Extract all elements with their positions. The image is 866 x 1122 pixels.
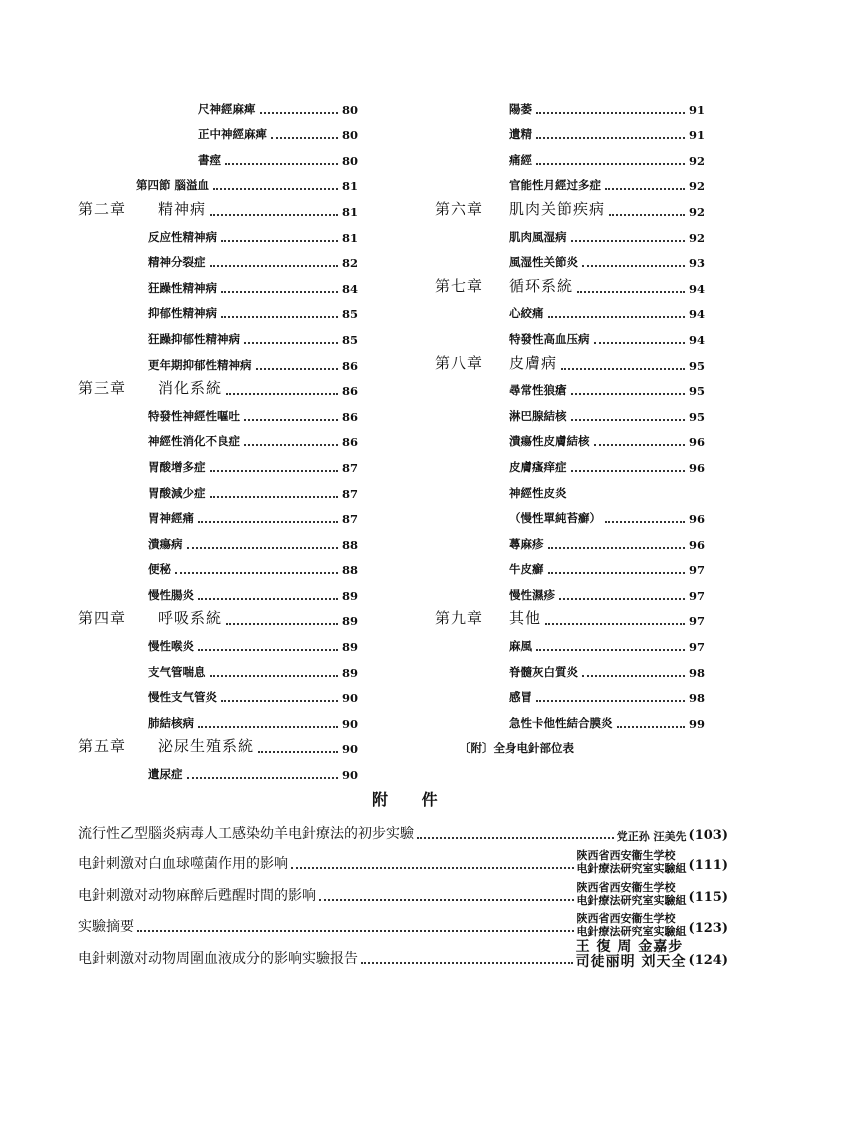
page-number: 94 (688, 307, 705, 322)
entry-title: 皮膚瘙痒症 (509, 459, 567, 474)
toc-entry[interactable] (435, 146, 705, 172)
leader-dots (617, 726, 686, 728)
entry-title: 胃酸減少症 (148, 485, 206, 500)
entry-title: 蕁麻疹 (509, 536, 544, 551)
toc-entry[interactable] (435, 197, 705, 223)
leader-dots (571, 470, 686, 472)
toc-entry[interactable] (78, 197, 358, 223)
leader-dots (594, 444, 686, 446)
appendix-page-number: (111) (688, 858, 728, 873)
page-number: 82 (341, 256, 358, 271)
entry-title: 淋巴腺結核 (509, 408, 567, 423)
toc-entry[interactable] (78, 556, 358, 582)
appendix-title: 电針刺激对白血球噬菌作用的影响 (78, 856, 288, 872)
toc-entry[interactable] (78, 735, 358, 761)
entry-title: 痛經 (509, 152, 532, 167)
entry-title: 慢性支气管炎 (148, 690, 217, 705)
entry-title: 潰瘍病 (148, 536, 183, 551)
toc-right-column (435, 95, 705, 760)
author-line: 陝西省西安衞生学校 (576, 912, 676, 925)
page-number: 92 (688, 179, 705, 194)
appendix-entry[interactable] (78, 845, 728, 877)
entry-title: （慢性單純苔癬） (509, 511, 601, 526)
entry-title: 狂躁抑郁性精神病 (148, 331, 240, 346)
entry-title: 肌肉关節疾病 (509, 199, 606, 218)
page-number: 96 (688, 512, 705, 527)
author-line: 陝西省西安衞生学校 (576, 849, 676, 862)
leader-dots (594, 342, 686, 344)
appendix-entry[interactable] (78, 815, 728, 847)
page-number: 96 (688, 537, 705, 552)
leader-dots (536, 137, 685, 139)
leader-dots (198, 649, 338, 651)
entry-title: 狂躁性精神病 (148, 280, 217, 295)
entry-title: 官能性月經过多症 (509, 178, 601, 193)
chapter-label: 第八章 (435, 353, 484, 372)
page-number: 92 (688, 204, 705, 219)
toc-entry[interactable] (435, 607, 705, 633)
toc-entry[interactable] (435, 709, 705, 735)
leader-dots (221, 316, 338, 318)
leader-dots (198, 598, 338, 600)
page-number: 89 (341, 665, 358, 680)
leader-dots (609, 214, 685, 216)
appendix-page-number: (103) (688, 828, 728, 843)
page-number: 86 (341, 409, 358, 424)
page-number: 86 (341, 384, 358, 399)
page-number: 93 (688, 256, 705, 271)
toc-entry[interactable] (78, 325, 358, 351)
toc-entry[interactable] (78, 95, 358, 121)
leader-dots (319, 899, 574, 901)
entry-title: 慢性腸炎 (148, 587, 194, 602)
page-number: 80 (341, 102, 358, 117)
entry-title: 潰瘍性皮膚結核 (509, 434, 590, 449)
entry-title: 抑郁性精神病 (148, 306, 217, 321)
leader-dots (226, 623, 338, 625)
appendix-title: 实驗摘要 (78, 919, 134, 935)
leader-dots (291, 867, 574, 869)
toc-entry[interactable] (78, 428, 358, 454)
appendix-page-number: (115) (688, 890, 728, 905)
leader-dots (536, 700, 685, 702)
page-number: 84 (341, 281, 358, 296)
chapter-label: 第七章 (435, 276, 484, 295)
leader-dots (210, 265, 339, 267)
entry-title: 肺結核病 (148, 715, 194, 730)
entry-title: 尋常性狼瘡 (509, 383, 567, 398)
leader-dots (187, 777, 339, 779)
appendix-author (576, 940, 687, 970)
toc-entry[interactable] (78, 581, 358, 607)
leader-dots (198, 726, 338, 728)
toc-entry[interactable] (435, 223, 705, 249)
appendix-author (577, 849, 687, 875)
chapter-label: 第二章 (78, 199, 127, 218)
chapter-label: 第五章 (78, 737, 127, 756)
entry-title: 肌肉風湿病 (509, 229, 567, 244)
entry-title: 心絞痛 (509, 306, 544, 321)
toc-entry[interactable] (78, 632, 358, 658)
page-number: 80 (341, 128, 358, 143)
page-number: 88 (341, 537, 358, 552)
entry-title: 便秘 (148, 562, 171, 577)
leader-dots (577, 291, 685, 293)
entry-title: 胃神經痛 (148, 511, 194, 526)
toc-left-column (78, 95, 358, 786)
leader-dots (226, 393, 338, 395)
toc-entry[interactable] (435, 632, 705, 658)
toc-entry[interactable] (435, 428, 705, 454)
author-line: 王 復 周 金嘉步 (575, 939, 684, 955)
page-number: 86 (341, 358, 358, 373)
page-number: 81 (341, 230, 358, 245)
leader-dots (548, 316, 686, 318)
page-number: 95 (688, 358, 705, 373)
entry-title: 慢性濕疹 (509, 587, 555, 602)
leader-dots (210, 496, 339, 498)
entry-title: 〔附〕全身电針部位表 (459, 741, 574, 756)
leader-dots (210, 675, 339, 677)
entry-title: 遺尿症 (148, 767, 183, 782)
entry-title: 慢性喉炎 (148, 639, 194, 654)
toc-entry[interactable] (435, 658, 705, 684)
toc-entry[interactable] (78, 249, 358, 275)
entry-title: 其他 (509, 609, 542, 628)
leader-dots (137, 930, 574, 932)
toc-entry[interactable] (78, 658, 358, 684)
page-number: 91 (688, 128, 705, 143)
entry-title: 陽萎 (509, 101, 532, 116)
toc-entry[interactable] (435, 274, 705, 300)
toc-entry[interactable] (78, 300, 358, 326)
author-line: 党正孙 汪美先 (616, 830, 687, 843)
leader-dots (210, 470, 339, 472)
page-number: 97 (688, 563, 705, 578)
leader-dots (571, 419, 686, 421)
toc-entry[interactable] (78, 172, 358, 198)
entry-title: 急性卡他性結合膜炎 (509, 715, 613, 730)
page-number: 90 (341, 742, 358, 757)
leader-dots (258, 751, 338, 753)
toc-entry[interactable] (435, 479, 705, 505)
appendix-page-number: (124) (688, 953, 728, 968)
leader-dots (213, 188, 338, 190)
leader-dots (536, 112, 685, 114)
page-number: 95 (688, 384, 705, 399)
toc-entry[interactable] (78, 223, 358, 249)
author-line: 陝西省西安衞生学校 (576, 881, 676, 894)
toc-entry[interactable] (78, 709, 358, 735)
entry-title: 呼吸系統 (158, 609, 223, 628)
toc-entry[interactable] (78, 377, 358, 403)
toc-entry[interactable] (435, 300, 705, 326)
page-number: 87 (341, 460, 358, 475)
author-line: 电針療法研究室实驗組 (576, 894, 687, 907)
page-number: 96 (688, 435, 705, 450)
chapter-label: 第三章 (78, 379, 127, 398)
leader-dots (260, 112, 339, 114)
appendix-heading: 附 件 (372, 790, 452, 809)
toc-entry[interactable] (435, 377, 705, 403)
page-number: 91 (688, 102, 705, 117)
entry-title: 風湿性关節炎 (509, 255, 578, 270)
page-number: 81 (341, 204, 358, 219)
toc-entry[interactable] (435, 172, 705, 198)
page-number: 90 (341, 716, 358, 731)
entry-title: 胃酸增多症 (148, 459, 206, 474)
entry-title: 反应性精神病 (148, 229, 217, 244)
page-number: 85 (341, 307, 358, 322)
entry-title: 脊髓灰白質炎 (509, 664, 578, 679)
leader-dots (559, 598, 685, 600)
entry-title: 遺精 (509, 127, 532, 142)
page-number: 90 (341, 691, 358, 706)
leader-dots (571, 240, 686, 242)
appendix-author (577, 912, 687, 938)
entry-title: 書痙 (198, 152, 221, 167)
entry-title: 精神病 (158, 199, 207, 218)
entry-title: 神經性消化不良症 (148, 434, 240, 449)
entry-title: 泌尿生殖系統 (158, 737, 255, 756)
leader-dots (221, 291, 338, 293)
entry-title: 消化系統 (158, 379, 223, 398)
leader-dots (536, 163, 685, 165)
page-number: 89 (341, 588, 358, 603)
leader-dots (221, 240, 338, 242)
toc-entry[interactable] (435, 325, 705, 351)
entry-title: 尺神經麻痺 (198, 101, 256, 116)
page-number: 90 (341, 768, 358, 783)
entry-title: 麻風 (509, 639, 532, 654)
leader-dots (175, 572, 338, 574)
toc-entry[interactable] (435, 121, 705, 147)
leader-dots (210, 214, 338, 216)
entry-title: 特發性高血压病 (509, 331, 590, 346)
leader-dots (271, 137, 338, 139)
page-number: 94 (688, 332, 705, 347)
page-number: 92 (688, 230, 705, 245)
leader-dots (582, 675, 685, 677)
page-number: 99 (688, 716, 705, 731)
toc-entry[interactable] (435, 530, 705, 556)
toc-entry[interactable] (78, 479, 358, 505)
appendix-entry[interactable] (78, 877, 728, 909)
leader-dots (571, 393, 686, 395)
toc-entry[interactable] (78, 684, 358, 710)
entry-title: 循环系統 (509, 276, 574, 295)
entry-title: 皮膚病 (509, 353, 558, 372)
leader-dots (561, 368, 685, 370)
toc-entry[interactable] (435, 556, 705, 582)
toc-entry[interactable] (78, 351, 358, 377)
appendix-title: 流行性乙型腦炎病毒人工感染幼羊电針療法的初步实驗 (78, 826, 414, 842)
toc-entry[interactable] (435, 684, 705, 710)
appendix-author (577, 881, 687, 907)
toc-entry[interactable] (435, 402, 705, 428)
toc-entry[interactable] (78, 146, 358, 172)
entry-title: 精神分裂症 (148, 255, 206, 270)
entry-title: 牛皮癬 (509, 562, 544, 577)
leader-dots (417, 837, 614, 839)
leader-dots (605, 188, 685, 190)
page-number: 85 (341, 332, 358, 347)
page-number: 88 (341, 563, 358, 578)
page-number: 94 (688, 281, 705, 296)
toc-entry[interactable] (435, 505, 705, 531)
page-number: 87 (341, 486, 358, 501)
toc-entry[interactable] (435, 735, 705, 761)
appendix-author (617, 830, 687, 843)
entry-title: 更年期抑郁性精神病 (148, 357, 252, 372)
entry-title: 正中神經麻痺 (198, 127, 267, 142)
page-number: 97 (688, 588, 705, 603)
leader-dots (548, 547, 686, 549)
toc-entry[interactable] (78, 453, 358, 479)
page-number: 81 (341, 179, 358, 194)
toc-entry[interactable] (435, 351, 705, 377)
entry-title: 第四節 腦溢血 (136, 178, 210, 193)
page-number: 95 (688, 409, 705, 424)
toc-entry[interactable] (78, 121, 358, 147)
toc-entry[interactable] (435, 581, 705, 607)
appendix-page-number: (123) (688, 921, 728, 936)
chapter-label: 第九章 (435, 609, 484, 628)
leader-dots (244, 342, 338, 344)
leader-dots (548, 572, 686, 574)
page-number: 89 (341, 614, 358, 629)
appendix-entry[interactable] (78, 940, 728, 972)
appendix-title: 电針刺激对动物周圍血液成分的影响实驗报告 (78, 951, 358, 967)
author-line: 司徒丽明 刘天全 (575, 954, 687, 970)
appendix-title: 电針刺激对动物麻醉后甦醒时間的影响 (78, 888, 316, 904)
page-number: 98 (688, 665, 705, 680)
page-number: 97 (688, 614, 705, 629)
toc-entry[interactable] (78, 505, 358, 531)
page-number: 86 (341, 435, 358, 450)
leader-dots (256, 368, 339, 370)
toc-entry[interactable] (435, 453, 705, 479)
toc-entry[interactable] (78, 760, 358, 786)
toc-entry[interactable] (435, 249, 705, 275)
entry-title: 感冒 (509, 690, 532, 705)
leader-dots (545, 623, 685, 625)
leader-dots (361, 962, 573, 964)
appendix-entry[interactable] (78, 908, 728, 940)
entry-title: 支气管喘息 (148, 664, 206, 679)
author-line: 电針療法研究室实驗組 (576, 862, 687, 875)
page-number: 87 (341, 512, 358, 527)
page-number: 97 (688, 640, 705, 655)
leader-dots (198, 521, 338, 523)
leader-dots (225, 163, 338, 165)
toc-entry[interactable] (78, 607, 358, 633)
page-number: 80 (341, 153, 358, 168)
leader-dots (605, 521, 685, 523)
leader-dots (244, 419, 338, 421)
toc-entry[interactable] (78, 274, 358, 300)
leader-dots (536, 649, 685, 651)
toc-entry[interactable] (435, 95, 705, 121)
toc-entry[interactable] (78, 402, 358, 428)
page-number: 98 (688, 691, 705, 706)
chapter-label: 第四章 (78, 609, 127, 628)
leader-dots (221, 700, 338, 702)
page-number: 92 (688, 153, 705, 168)
leader-dots (244, 444, 338, 446)
entry-title: 神經性皮炎 (509, 485, 567, 500)
leader-dots (582, 265, 685, 267)
entry-title: 特發性神經性嘔吐 (148, 408, 240, 423)
chapter-label: 第六章 (435, 199, 484, 218)
page-number: 89 (341, 640, 358, 655)
page-number: 96 (688, 460, 705, 475)
toc-entry[interactable] (78, 530, 358, 556)
author-line: 电針療法研究室实驗組 (576, 925, 687, 938)
leader-dots (187, 547, 339, 549)
